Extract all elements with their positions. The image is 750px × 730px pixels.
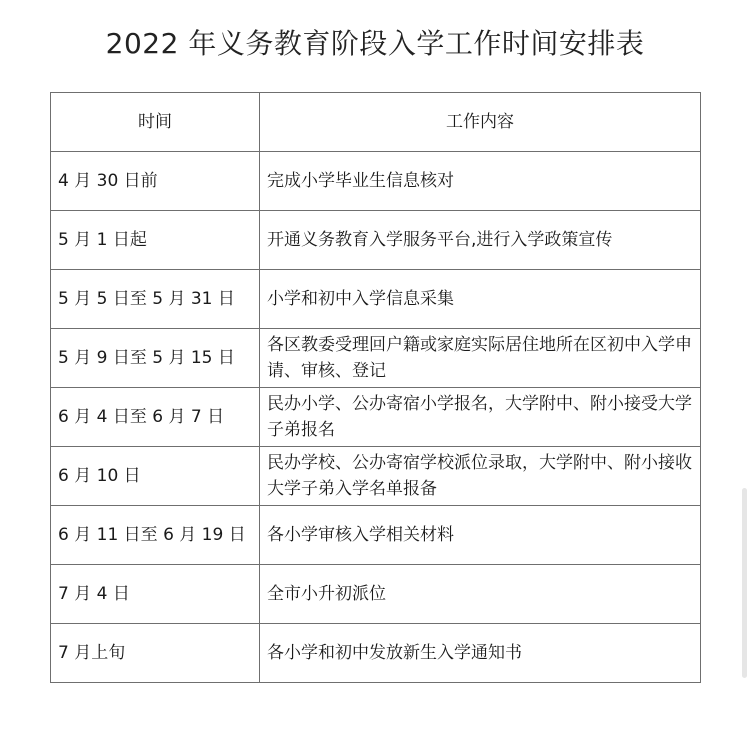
table-row xyxy=(51,211,701,270)
row-time: 5 月 5 日至 5 月 31 日 xyxy=(51,270,260,329)
row-task: 小学和初中入学信息采集 xyxy=(260,270,701,329)
row-time: 4 月 30 日前 xyxy=(51,152,260,211)
table-row xyxy=(51,447,701,506)
table-row xyxy=(51,506,701,565)
header-task: 工作内容 xyxy=(260,93,701,152)
row-time: 7 月上旬 xyxy=(51,624,260,683)
table-row xyxy=(51,270,701,329)
row-time: 5 月 9 日至 5 月 15 日 xyxy=(51,329,260,388)
header-time: 时间 xyxy=(51,93,260,152)
row-task: 各区教委受理回户籍或家庭实际居住地所在区初中入学申请、审核、登记 xyxy=(260,329,701,388)
row-time: 7 月 4 日 xyxy=(51,565,260,624)
table-header-row xyxy=(51,93,701,152)
row-task: 各小学和初中发放新生入学通知书 xyxy=(260,624,701,683)
table-row xyxy=(51,329,701,388)
row-task: 开通义务教育入学服务平台,进行入学政策宣传 xyxy=(260,211,701,270)
row-time: 6 月 4 日至 6 月 7 日 xyxy=(51,388,260,447)
row-time: 6 月 11 日至 6 月 19 日 xyxy=(51,506,260,565)
table-row xyxy=(51,152,701,211)
row-time: 6 月 10 日 xyxy=(51,447,260,506)
page-scrollbar[interactable] xyxy=(742,488,747,678)
row-task: 民办学校、公办寄宿学校派位录取，大学附中、附小接收大学子弟入学名单报备 xyxy=(260,447,701,506)
row-task: 民办小学、公办寄宿小学报名，大学附中、附小接受大学子弟报名 xyxy=(260,388,701,447)
table-row xyxy=(51,624,701,683)
row-task: 完成小学毕业生信息核对 xyxy=(260,152,701,211)
table-row xyxy=(51,565,701,624)
schedule-table xyxy=(50,92,701,683)
row-task: 各小学审核入学相关材料 xyxy=(260,506,701,565)
row-time: 5 月 1 日起 xyxy=(51,211,260,270)
row-task: 全市小升初派位 xyxy=(260,565,701,624)
table-row xyxy=(51,388,701,447)
page-title: 2022 年义务教育阶段入学工作时间安排表 xyxy=(105,27,645,60)
